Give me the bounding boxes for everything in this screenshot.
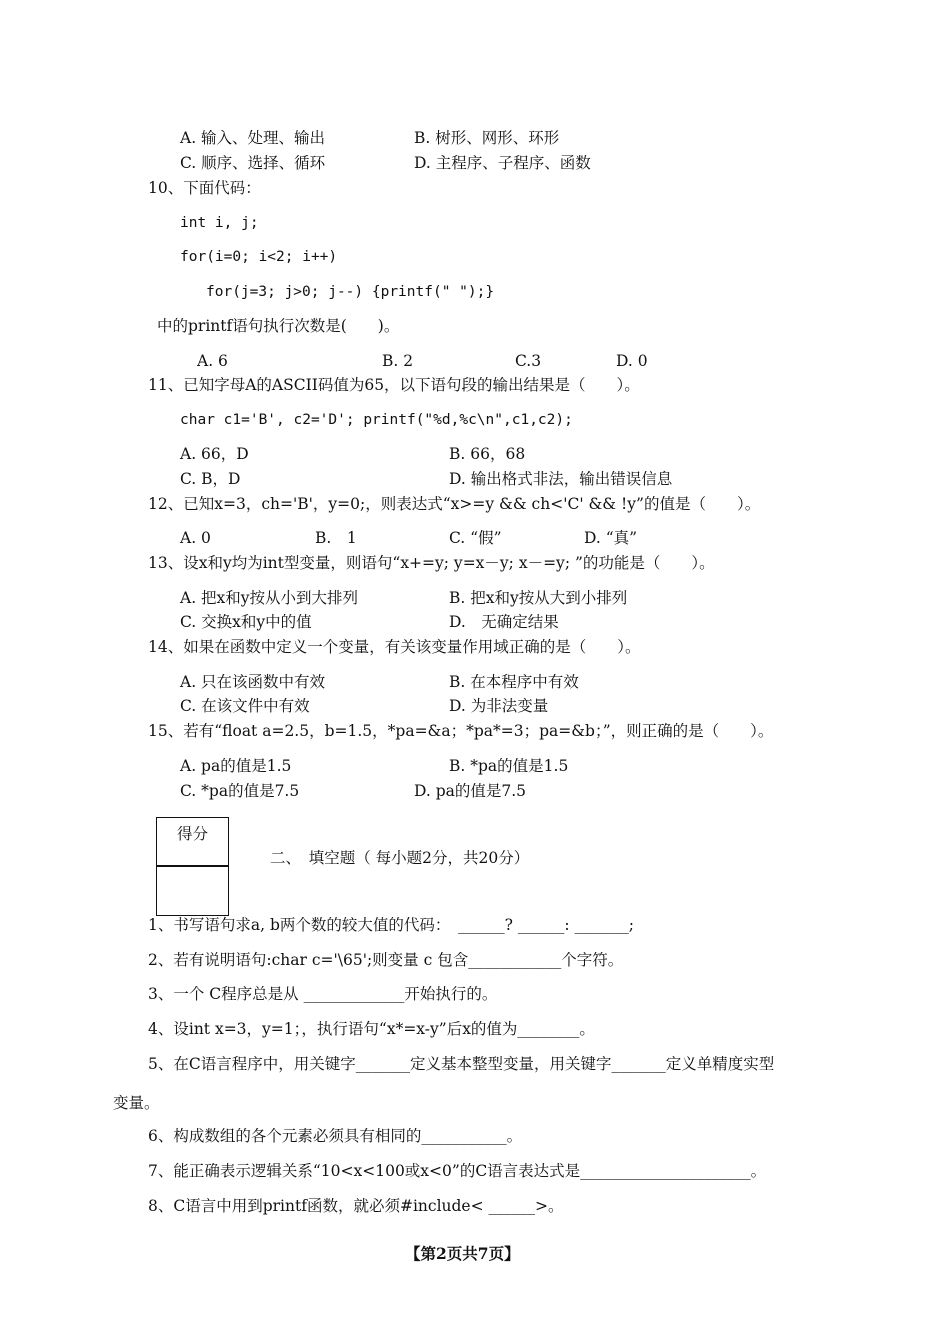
score-box-value-cell[interactable] [156,865,229,916]
fill-question-5-line-2: 变量。 [113,1094,160,1112]
q11-option-d: D. 输出格式非法，输出错误信息 [449,470,673,488]
fill-question-7: 7、能正确表示逻辑关系“10<x<100或x<0”的C语言表达式是______________________。 [148,1162,767,1180]
q13-option-c: C. 交换x和y中的值 [180,613,312,631]
q11-option-b: B. 66，68 [449,445,526,463]
q13-stem: 13、设x和y均为int型变量，则语句“x+=y; y=x－y; x－=y; ”的功能是（ ）。 [148,554,715,572]
q9-option-b: B. 树形、网形、环形 [414,129,560,147]
q15-option-d: D. pa的值是7.5 [414,782,527,800]
q14-stem: 14、如果在函数中定义一个变量，有关该变量作用域正确的是（ ）。 [148,638,641,656]
q15-stem: 15、若有“float a=2.5，b=1.5，*pa=&a；*pa*=3；pa=&b；”，则正确的是（ ）。 [148,722,774,740]
q10-option-a: A. 6 [197,352,228,370]
q12-option-b: B. 1 [315,529,357,547]
fill-question-5-line-1: 5、在C语言程序中，用关键字_______定义基本整型变量，用关键字_______定义单精度实型 [148,1055,775,1073]
q9-option-c: C. 顺序、选择、循环 [180,154,326,172]
fill-question-1: 1、书写语句求a, b两个数的较大值的代码： ______? ______: _______; [148,916,634,934]
page-footer: 【第2页共7页】 [405,1244,520,1263]
q13-option-d: D. 无确定结果 [449,613,559,631]
q10-code-line-1: int i, j; [180,215,259,231]
fill-question-4: 4、设int x=3，y=1；，执行语句“x*=x-y”后x的值为________。 [148,1020,595,1038]
q12-option-c: C. “假” [449,529,502,547]
fill-question-3: 3、一个 C程序总是从 _____________开始执行的。 [148,985,498,1003]
q13-option-a: A. 把x和y按从小到大排列 [180,589,359,607]
q9-option-d: D. 主程序、子程序、函数 [414,154,591,172]
q10-tail: 中的printf语句执行次数是( )。 [157,317,400,335]
q11-stem: 11、已知字母A的ASCII码值为65，以下语句段的输出结果是（ ）。 [148,376,640,394]
q14-option-c: C. 在该文件中有效 [180,697,310,715]
q9-option-a: A. 输入、处理、输出 [180,129,326,147]
q14-option-b: B. 在本程序中有效 [449,673,579,691]
q10-code-line-2: for(i=0; i<2; i++) [180,249,338,265]
q15-option-a: A. pa的值是1.5 [180,757,292,775]
q13-option-b: B. 把x和y按从大到小排列 [449,589,628,607]
q12-option-d: D. “真” [584,529,638,547]
q15-option-b: B. *pa的值是1.5 [449,757,569,775]
q12-stem: 12、已知x=3，ch='B'，y=0;，则表达式“x>=y && ch<'C' && !y”的值是（ ）。 [148,495,761,513]
q11-code: char c1='B', c2='D'; printf("%d,%c\n",c1,c2); [180,412,573,428]
q10-option-d: D. 0 [616,352,648,370]
q11-option-a: A. 66，D [180,445,249,463]
q10-code-line-3: for(j=3; j>0; j--) {printf(" ");} [206,284,495,300]
q10-stem: 10、下面代码： [148,179,261,197]
q12-option-a: A. 0 [180,529,211,547]
q15-option-c: C. *pa的值是7.5 [180,782,300,800]
fill-question-2: 2、若有说明语句:char c='\65';则变量 c 包含____________个字符。 [148,951,624,969]
q11-option-c: C. B，D [180,470,241,488]
section-2-title: 二、 填空题（ 每小题2分，共20分） [270,849,530,867]
fill-question-8: 8、C语言中用到printf函数，就必须#include< ______>。 [148,1197,564,1215]
q10-option-b: B. 2 [382,352,414,370]
score-box-label: 得分 [177,825,209,843]
q10-option-c: C.3 [515,352,542,370]
fill-question-6: 6、构成数组的各个元素必须具有相同的___________。 [148,1127,523,1145]
q14-option-d: D. 为非法变量 [449,697,549,715]
q14-option-a: A. 只在该函数中有效 [180,673,326,691]
